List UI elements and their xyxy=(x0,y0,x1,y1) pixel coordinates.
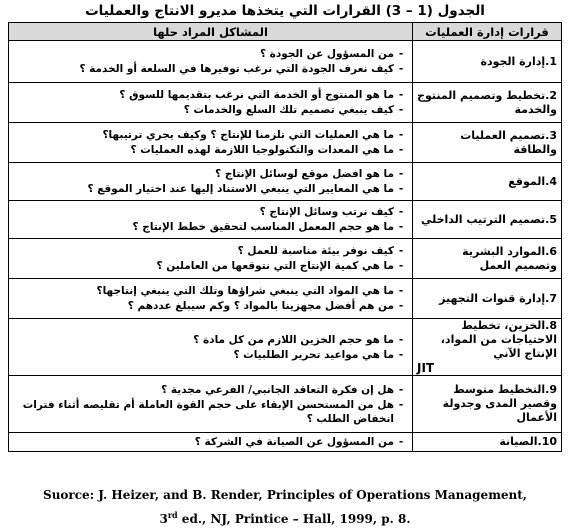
problems-cell xyxy=(9,239,413,279)
bullet-dash: - xyxy=(398,104,404,116)
table-row xyxy=(9,123,562,163)
problem-text: كيف ينبغي تصميم تلك السلع والخدمات ؟ xyxy=(183,104,394,116)
problems-cell xyxy=(9,279,413,319)
bullet-dash: - xyxy=(398,129,404,141)
table-row xyxy=(9,201,562,239)
problem-text: ما هو حجم الخزين اللازم من كل مادة ؟ xyxy=(193,333,394,346)
problems-cell xyxy=(9,83,413,123)
problem-item xyxy=(13,182,408,196)
table-row xyxy=(9,433,562,452)
decision-area xyxy=(413,376,562,433)
decision-area xyxy=(413,41,562,83)
bullet-dash: - xyxy=(398,144,404,156)
decision-area-label: 10.الصيانة xyxy=(499,435,557,448)
source-citation xyxy=(0,485,570,529)
table-title: الجدول (1 – 3) القرارات التي يتخذها مديرو الانتاج والعمليات xyxy=(85,3,485,19)
header-problems: المشاكل المراد حلها xyxy=(9,23,413,41)
problem-item xyxy=(13,47,408,61)
decision-area xyxy=(413,319,562,376)
problem-text: ما هو المنتوج أو الخدمة التي نرغب بتقديمها للسوق ؟ xyxy=(119,89,394,101)
source-line-2 xyxy=(0,505,570,529)
bullet-dash: - xyxy=(398,206,404,218)
problem-text: ما هي المواد التي ينبغي شراؤها وتلك التي ينبغي إنتاجها؟ xyxy=(96,285,394,297)
problem-item xyxy=(13,62,408,76)
decision-area xyxy=(413,239,562,279)
decision-area-label: 6.الموارد البشرية وتصميم العمل xyxy=(462,244,557,272)
problems-cell xyxy=(9,433,413,452)
table-row xyxy=(9,163,562,201)
problem-text: من المسؤول عن الصيانة في الشركة ؟ xyxy=(194,436,394,448)
problem-item xyxy=(13,435,408,449)
bullet-dash: - xyxy=(398,221,404,233)
decision-area xyxy=(413,433,562,452)
decision-area xyxy=(413,123,562,163)
problem-text: ما هي كمية الإنتاج التي نتوقعها من العاملين ؟ xyxy=(156,260,394,272)
table-row xyxy=(9,239,562,279)
problem-item xyxy=(13,259,408,273)
table-row xyxy=(9,41,562,83)
problem-item xyxy=(13,220,408,234)
table-row xyxy=(9,319,562,376)
problem-item xyxy=(13,128,408,142)
problem-item xyxy=(13,299,408,313)
decision-area-label: 2.تخطيط وتصميم المنتوج والخدمة xyxy=(417,88,557,116)
problem-text: ما هو افضل موقع لوسائل الإنتاج ؟ xyxy=(215,168,394,180)
problem-text: ما هي مواعيد تحرير الطلبيات ؟ xyxy=(233,348,394,361)
decision-area-label: 7.إدارة قنوات التجهيز xyxy=(439,291,557,305)
bullet-dash: - xyxy=(398,63,404,75)
problem-item xyxy=(13,333,408,347)
decision-area-label: 1.إدارة الجودة xyxy=(480,54,557,68)
decision-area-label: 3.تصميم العمليات والطاقة xyxy=(460,128,557,156)
problem-item xyxy=(13,143,408,157)
header-row xyxy=(9,23,562,41)
problem-text: كيف نعرف الجودة التي نرغب توفيرها في السلعة أو الخدمة ؟ xyxy=(79,63,394,75)
bullet-dash: - xyxy=(398,89,404,101)
source-edition: 3 xyxy=(159,512,168,526)
problem-text: ما هي المعدات والتكنولوجيا اللازمة لهذه العمليات ؟ xyxy=(130,144,394,156)
problem-item xyxy=(13,348,408,362)
decision-area xyxy=(413,279,562,319)
problem-item xyxy=(13,284,408,298)
problem-text: هل إن فكرة التعاقد الجانبي/ الفرعي مجدية ؟ xyxy=(161,383,394,396)
bullet-dash: - xyxy=(398,245,404,257)
problem-text: من هم أفضل مجهزينا بالمواد ؟ وكم سيبلغ عددهم ؟ xyxy=(127,300,394,312)
source-edition-suffix: rd xyxy=(167,510,178,520)
decision-area-abbrev: JIT xyxy=(417,361,435,375)
problems-cell xyxy=(9,376,413,433)
problem-text: ما هي العمليات التي تلزمنا للإنتاج ؟ وكيف يجري ترتيبها؟ xyxy=(102,129,394,141)
bullet-dash: - xyxy=(398,183,404,195)
source-line-1: Suorce: J. Heizer, and B. Render, Principles of Operations Management, xyxy=(43,488,527,502)
problem-text: كيف نرتب وسائل الإنتاج ؟ xyxy=(259,206,394,218)
bullet-dash: - xyxy=(398,260,404,272)
table-row xyxy=(9,83,562,123)
problem-item xyxy=(13,244,408,258)
bullet-dash: - xyxy=(398,168,404,180)
bullet-dash: - xyxy=(398,48,404,60)
header-decisions: قرارات إدارة العمليات xyxy=(413,23,562,41)
bullet-dash: - xyxy=(398,383,404,396)
problems-cell xyxy=(9,319,413,376)
problem-text: من المسؤول عن الجودة ؟ xyxy=(259,48,394,60)
bullet-dash: - xyxy=(398,348,404,361)
problem-item xyxy=(13,88,408,102)
problems-cell xyxy=(9,123,413,163)
problem-item xyxy=(13,205,408,219)
decision-area-label: 5.تصميم الترتيب الداخلي xyxy=(420,212,557,226)
decision-area-label: 8.الخزين، تخطيط الاحتياجات من المواد، الإنتاج الآني xyxy=(440,319,557,360)
decisions-table xyxy=(8,22,562,452)
problem-text: كيف نوفر بيئة مناسبة للعمل ؟ xyxy=(237,245,394,257)
source-publisher: ed., NJ, Printice – Hall, 1999, p. 8. xyxy=(177,512,411,526)
problem-text: ما هي المعايير التي ينبغي الاستناد إليها عند اختيار الموقع ؟ xyxy=(87,183,394,195)
problem-item xyxy=(13,398,408,426)
table-row xyxy=(9,279,562,319)
decision-area xyxy=(413,201,562,239)
problems-cell xyxy=(9,163,413,201)
table-row xyxy=(9,376,562,433)
problem-item xyxy=(13,103,408,117)
decision-area xyxy=(413,83,562,123)
bullet-dash: - xyxy=(398,436,404,448)
decision-area xyxy=(413,163,562,201)
problem-text: هل من المستحسن الإبقاء على حجم القوة العاملة أم تقليصه أثناء فترات انخفاض الطلب ؟ xyxy=(22,398,394,425)
decision-area-label: 9.التخطيط متوسط وقصير المدى وجدولة الأعمال xyxy=(442,383,557,424)
bullet-dash: - xyxy=(398,333,404,346)
problems-cell xyxy=(9,201,413,239)
problem-text: ما هو حجم المعمل المناسب لتحقيق خطط الإنتاج ؟ xyxy=(132,221,394,233)
decision-area-label: 4.الموقع xyxy=(508,174,557,188)
bullet-dash: - xyxy=(398,398,404,411)
problem-item xyxy=(13,167,408,181)
problem-item xyxy=(13,383,408,397)
problems-cell xyxy=(9,41,413,83)
bullet-dash: - xyxy=(398,300,404,312)
bullet-dash: - xyxy=(398,285,404,297)
